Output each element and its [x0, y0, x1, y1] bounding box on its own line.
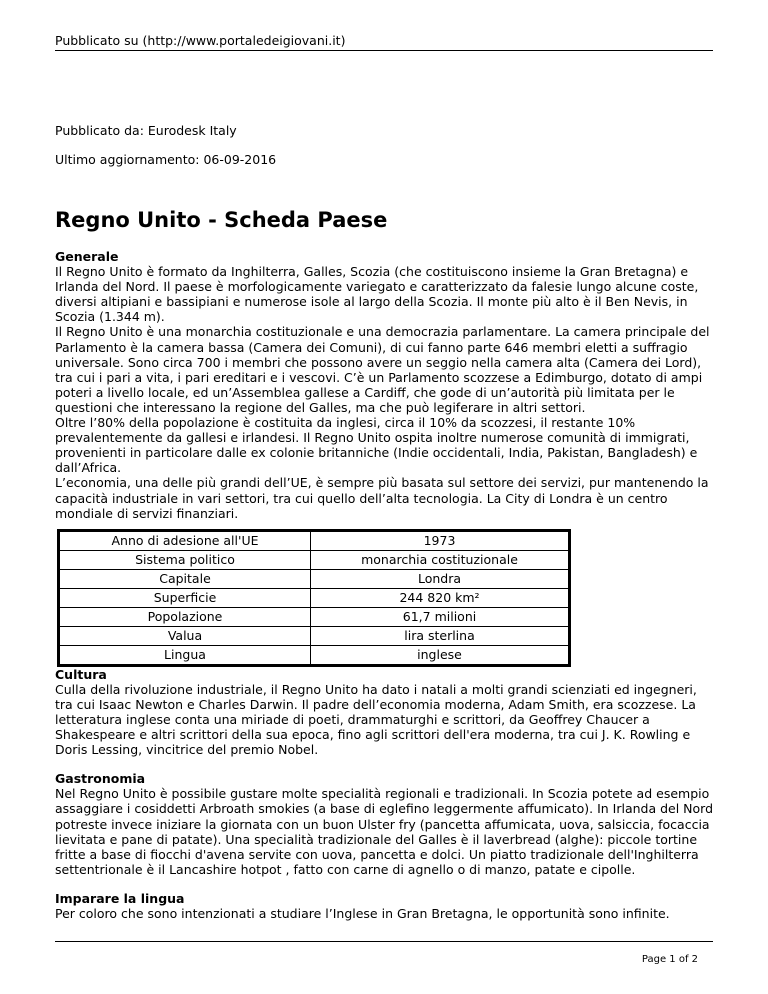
table-row	[59, 607, 570, 626]
fact-label: Sistema politico	[59, 550, 311, 569]
table-row	[59, 530, 570, 550]
section-spacer	[55, 877, 715, 891]
table-row	[59, 569, 570, 588]
table-row	[59, 588, 570, 607]
fact-label: Anno di adesione all'UE	[59, 530, 311, 550]
country-facts-table	[57, 529, 571, 667]
fact-value: 61,7 milioni	[311, 607, 570, 626]
fact-value: inglese	[311, 645, 570, 665]
language-paragraph: Per coloro che sono intenzionati a studiare l’Inglese in Gran Bretagna, le opportunità sono infinite.	[55, 906, 670, 921]
general-paragraph-4: L’economia, una delle più grandi dell’UE, è sempre più basata sul settore dei servizi, pur mantenendo la capacità industriale in vari settori, tra cui quello dell’alta tecnologia. La City di Londra è un centro mondiale di servizi finanziari.	[55, 475, 709, 521]
published-by: Pubblicato da: Eurodesk Italy	[55, 123, 237, 138]
food-paragraph: Nel Regno Unito è possibile gustare molte specialità regionali e tradizionali. In Scozia potete ad esempio assaggiare i cosiddetti Arbroath smokies (a base di eglefino leggermente affumicato). In Irlanda del Nord potreste invece iniziare la giornata con un buon Ulster fry (pancetta affumicata, uova, salsiccia, focaccia lievitata e pane di patate). Una specialità tradizionale del Galles è il laverbread (alghe): piccole tortine fritte a base di fiocchi d'avena servite con uova, pancetta e dolci. Un piatto tradizionale dell'Inghilterra settentrionale è il Lancashire hotpot , fatto con carne di agnello o di manzo, patate e cipolle.	[55, 786, 714, 877]
last-update: Ultimo aggiornamento: 06-09-2016	[55, 152, 277, 167]
footer-divider	[55, 941, 713, 942]
source-header: Pubblicato su (http://www.portaledeigiovani.it)	[55, 33, 346, 48]
fact-value: monarchia costituzionale	[311, 550, 570, 569]
table-row	[59, 626, 570, 645]
section-heading-food: Gastronomia	[55, 771, 146, 787]
fact-label: Popolazione	[59, 607, 311, 626]
fact-value: Londra	[311, 569, 570, 588]
general-paragraph-2: Il Regno Unito è una monarchia costituzionale e una democrazia parlamentare. La camera principale del Parlamento è la camera bassa (Camera dei Comuni), di cui fanno parte 646 membri eletti a suffragio universale. Sono circa 700 i membri che possono avere un seggio nella camera alta (Camera dei Lord), tra cui i pari a vita, i pari ereditari e i vescovi. C’è un Parlamento scozzese a Edimburgo, dotato di ampi poteri a livello locale, ed un’Assemblea gallese a Cardiff, che gode di un’autorità più limitata per le questioni che interessano la regione del Galles, ma che può legiferare in altri settori.	[55, 324, 710, 415]
section-spacer	[55, 757, 715, 771]
fact-label: Lingua	[59, 645, 311, 665]
article-body	[55, 249, 715, 921]
fact-value: 1973	[311, 530, 570, 550]
fact-value: lira sterlina	[311, 626, 570, 645]
fact-label: Capitale	[59, 569, 311, 588]
table-row	[59, 550, 570, 569]
page-number: Page 1 of 2	[641, 954, 698, 965]
fact-value: 244 820 km²	[311, 588, 570, 607]
section-heading-general: Generale	[55, 249, 119, 264]
fact-label: Valua	[59, 626, 311, 645]
section-heading-culture: Cultura	[55, 666, 107, 682]
general-paragraph-3: Oltre l’80% della popolazione è costituita da inglesi, circa il 10% da scozzesi, il restante 10% prevalentemente da gallesi e irlandesi. Il Regno Unito ospita inoltre numerose comunità di immigrati, provenienti in particolare dalle ex colonie britanniche (Indie occidentali, India, Pakistan, Bangladesh) e dall’Africa.	[55, 415, 698, 476]
table-row	[59, 645, 570, 665]
general-paragraph-1: Il Regno Unito è formato da Inghilterra, Galles, Scozia (che costituiscono insieme la Gran Bretagna) e Irlanda del Nord. Il paese è morfologicamente variegato e caratterizzato da falesie lungo alcune coste, diversi altipiani e bassipiani e numerose isole al largo della Scozia. Il monte più alto è il Ben Nevis, in Scozia (1.344 m).	[55, 264, 699, 325]
header-divider	[55, 50, 713, 51]
page-title: Regno Unito - Scheda Paese	[55, 208, 388, 232]
section-heading-language: Imparare la lingua	[55, 890, 185, 906]
culture-paragraph: Culla della rivoluzione industriale, il Regno Unito ha dato i natali a molti grandi scienziati ed ingegneri, tra cui Isaac Newton e Charles Darwin. Il padre dell’economia moderna, Adam Smith, era scozzese. La letteratura inglese conta una miriade di poeti, drammaturghi e scrittori, da Geoffrey Chaucer a Shakespeare e altri scrittori della sua epoca, fino agli scrittori dell'era moderna, tra cui J. K. Rowling e Doris Lessing, vincitrice del premio Nobel.	[55, 681, 697, 758]
fact-label: Superficie	[59, 588, 311, 607]
